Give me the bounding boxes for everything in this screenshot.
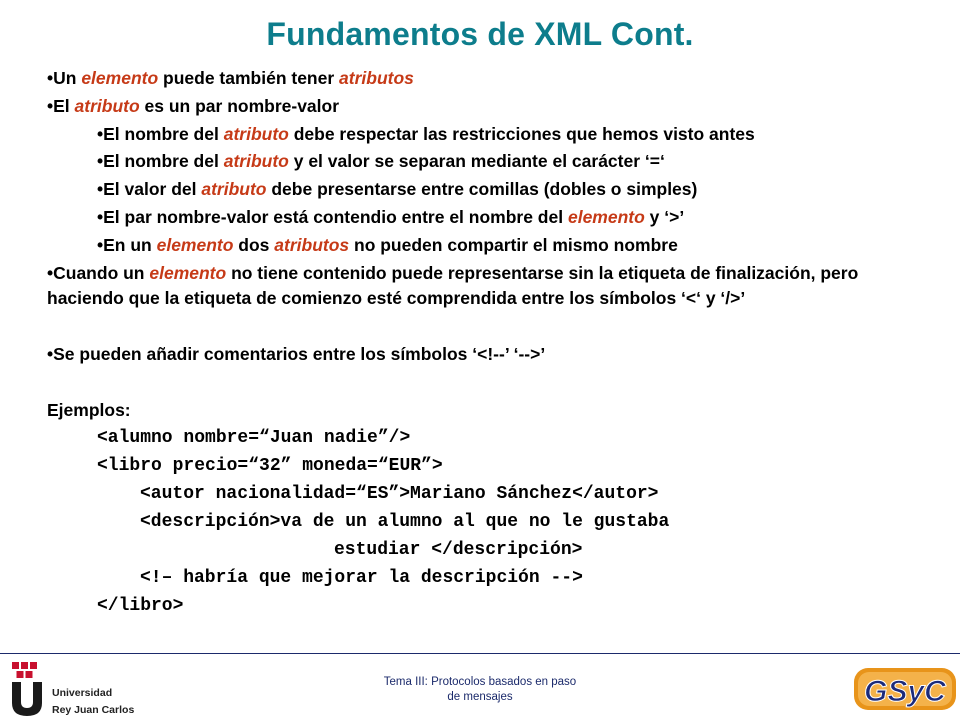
bullet-text: •El nombre del	[97, 151, 224, 171]
footer-line-2: de mensajes	[447, 691, 513, 703]
term-elemento: elemento	[149, 263, 227, 283]
bullet-text: es un par nombre-valor	[139, 96, 340, 116]
sub-bullet-restricciones	[97, 122, 755, 147]
bullet-text: •Un	[47, 68, 82, 88]
bullet-sin-contenido	[47, 261, 902, 311]
bullet-elemento-atributos	[47, 66, 414, 91]
bullet-text: •El nombre del	[97, 124, 224, 144]
footer-course-title	[330, 675, 630, 705]
bullet-comentarios	[47, 342, 545, 367]
gsyc-logo	[852, 664, 958, 714]
term-atributo: atributo	[223, 124, 289, 144]
term-atributo: atributo	[223, 151, 289, 171]
bullet-text: •En un	[97, 235, 157, 255]
term-atributo: atributo	[201, 179, 267, 199]
bullet-text: y el valor se separan mediante el carácter ‘=‘	[288, 151, 665, 171]
bullet-text: no pueden compartir el mismo nombre	[349, 235, 678, 255]
bullet-text: y ‘>’	[644, 207, 685, 227]
code-line-alumno: <alumno nombre=“Juan nadie”/>	[97, 428, 411, 448]
footer-divider	[0, 653, 960, 654]
code-line-descripcion-cont: estudiar </descripción>	[334, 540, 583, 560]
examples-label: Ejemplos:	[47, 400, 131, 420]
term-atributos: atributos	[339, 68, 414, 88]
sub-bullet-separador	[97, 149, 665, 174]
bullet-text: debe presentarse entre comillas (dobles o simples)	[266, 179, 698, 199]
bullet-atributo-par	[47, 94, 339, 119]
sub-bullet-comillas	[97, 177, 697, 202]
bullet-text: •El par nombre-valor está contendio entre el nombre del	[97, 207, 568, 227]
gsyc-logo-text: GSyC	[864, 675, 946, 708]
bullet-text: •El valor del	[97, 179, 202, 199]
urjc-logo-line1: Universidad	[52, 687, 113, 699]
urjc-logo-line2: Rey Juan Carlos	[52, 704, 135, 716]
bullet-text: debe respectar las restricciones que hemos visto antes	[288, 124, 755, 144]
term-elemento: elemento	[567, 207, 645, 227]
code-line-autor: <autor nacionalidad=“ES”>Mariano Sánchez</autor>	[140, 484, 659, 504]
bullet-text: •Cuando un	[47, 263, 150, 283]
code-line-comentario: <!– habría que mejorar la descripción -->	[140, 568, 583, 588]
term-elemento: elemento	[81, 68, 159, 88]
code-line-libro-open: <libro precio=“32” moneda=“EUR”>	[97, 456, 443, 476]
term-atributos: atributos	[274, 235, 350, 255]
bullet-text: •El	[47, 96, 75, 116]
term-atributo: atributo	[74, 96, 140, 116]
footer-line-1: Tema III: Protocolos basados en paso	[383, 676, 577, 688]
bullet-text: puede también tener	[158, 68, 340, 88]
bullet-text: dos	[233, 235, 275, 255]
term-elemento: elemento	[156, 235, 234, 255]
bullet-text: •Se pueden añadir comentarios entre los símbolos ‘<!--’ ‘-->’	[47, 344, 546, 364]
slide-title: Fundamentos de XML Cont.	[266, 16, 694, 52]
sub-bullet-par-nombre-valor	[97, 205, 684, 230]
sub-bullet-mismo-nombre	[97, 233, 678, 258]
code-line-descripcion: <descripción>va de un alumno al que no le gustaba	[140, 512, 670, 532]
bullet-text: no tiene contenido puede representarse sin la etiqueta de finalización, pero haciendo que la etiqueta de comienzo esté comprendida entre los símbolos ‘<‘ y ‘/>’	[47, 263, 859, 308]
code-line-libro-close: </libro>	[97, 596, 184, 616]
urjc-logo	[8, 658, 138, 718]
